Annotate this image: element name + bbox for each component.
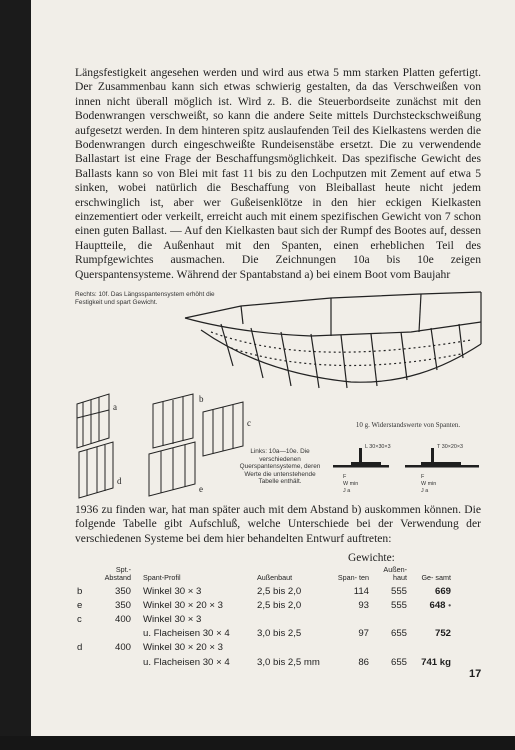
hull-outline-deck — [185, 318, 481, 336]
caption-fig-10f: Rechts: 10f. Das Längsspantensystem erhöht die Festigkeit und spart Gewicht. — [75, 291, 215, 306]
header-profil: Spant-Profil — [143, 573, 181, 582]
header-gesamt: Ge- samt — [421, 573, 451, 582]
fig10g-label-w2: W min — [421, 481, 437, 487]
fig10g-label-j1: J a — [343, 488, 351, 494]
header-abstand: Spt.- Abstand — [104, 565, 131, 582]
scan-bottom-edge — [0, 736, 515, 750]
body-text — [75, 66, 481, 282]
paragraph-2: 1936 zu finden war, hat man später auch mit dem Abstand b) auskommen können. Die folgende Tabelle gibt Aufschluß, welche Unterschiede bei der Verwendung der verschiedenen Systeme bei dem hier behandelten Entwurf auftreten: — [75, 503, 481, 545]
header-haut: Außen- haut — [383, 565, 407, 582]
table-row: u. Flacheisen 30 × 4 3,0 bis 2,5 mm 86 655 741 kg — [143, 656, 451, 668]
frame-system-b — [153, 394, 193, 448]
frame-weights-table — [75, 566, 453, 669]
table-row: u. Flacheisen 30 × 4 3,0 bis 2,5 97 655 752 — [143, 628, 451, 640]
caption-fig-10a-10e: Links: 10a—10e. Die verschiedenen Querspantensysteme, deren Werte die untenstehende Tabelle enthält. — [239, 448, 321, 486]
fig10g-label-w1: W min — [343, 481, 359, 487]
frame-system-d — [79, 442, 113, 498]
table-header-row — [75, 566, 453, 584]
header-spanten: Span- ten — [337, 573, 369, 582]
margin-mark: • — [448, 600, 451, 610]
table-row: d 400 Winkel 30 × 20 × 3 — [77, 642, 223, 654]
table-row: c 400 Winkel 30 × 3 — [77, 613, 202, 625]
weights-label: Gewichte: — [348, 552, 395, 564]
frame-letter-d: d — [117, 476, 122, 486]
hull-outline-top — [185, 292, 481, 318]
book-page — [31, 0, 515, 736]
table-row: b 350 Winkel 30 × 3 2,5 bis 2,0 114 555 669 — [77, 585, 451, 597]
body-text-continued — [75, 503, 481, 546]
fig10g-label-angle: L 30×30×3 — [365, 444, 391, 450]
header-aussenhaut: Außenbaut — [257, 573, 293, 582]
fig10g-label-f1: F — [343, 474, 347, 480]
fig10g-label-f2: F — [421, 474, 425, 480]
frame-system-a — [77, 394, 109, 448]
frame-letter-e: e — [199, 484, 203, 494]
frame-section-resistance-drawing — [331, 440, 481, 496]
table-row: e 350 Winkel 30 × 20 × 3 2,5 bis 2,0 93 555 648 • — [77, 599, 451, 611]
page-number: 17 — [469, 668, 482, 680]
fig10g-label-j2: J a — [421, 488, 429, 494]
fig10g-label-t: T 30×20×3 — [437, 444, 463, 450]
frame-letter-c: c — [247, 418, 251, 428]
frame-letter-b: b — [199, 394, 204, 404]
hull-longitudinal-frame-drawing — [181, 288, 486, 396]
caption-fig-10g: 10 g. Widerstandswerte von Spanten. — [355, 421, 461, 429]
frame-system-e — [149, 442, 195, 496]
frame-letter-a: a — [113, 402, 117, 412]
paragraph-1: Längsfestigkeit angesehen werden und wird aus etwa 5 mm starken Platten gefertigt. Der Zusammenbau kann sich etwas schwierig gestalten, da das Verschweißen von innen nicht überall möglich ist. Wird z. B. die Steuerbordseite zunächst mit den Bodenwrangen verschweißt, so kann die andere Seite mittels Durchsteckschweißung aufgesetzt werden. In dem hinteren spitz auslaufenden Teil des Kielkastens werden die Bodenwrangen durch eingeschweißte Rundeisenstäbe ersetzt. Die zu verwendende Ballastart ist eine Frage der Beschaffungsmöglichkeit. Das spezifische Gewicht des Ballasts kann so von Blei mit fast 11 bis zu den Lochputzen mit Zement auf etwa 5 sinken, wobei natürlich die Beschaffung von Bleiballast heute nicht jedem erschwinglich ist, aber wer Gußeisenklötze in den hier eckigen Kielkasten einzementiert oder verkeilt, erreicht auch mit einem spezifischen Gewicht von 7 schon einen guten Ballast. — Auf den Kielkasten baut sich der Rumpf des Bootes auf, dessen Hauptteile, die Außenhaut mit den Spanten, einen erheblichen Teil des Rumpfgewichtes ausmachen. Die Zeichnungen 10a bis 10e zeigen Querspantensysteme. Während der Spantabstand a) bei einem Boot vom Baujahr — [75, 66, 481, 281]
